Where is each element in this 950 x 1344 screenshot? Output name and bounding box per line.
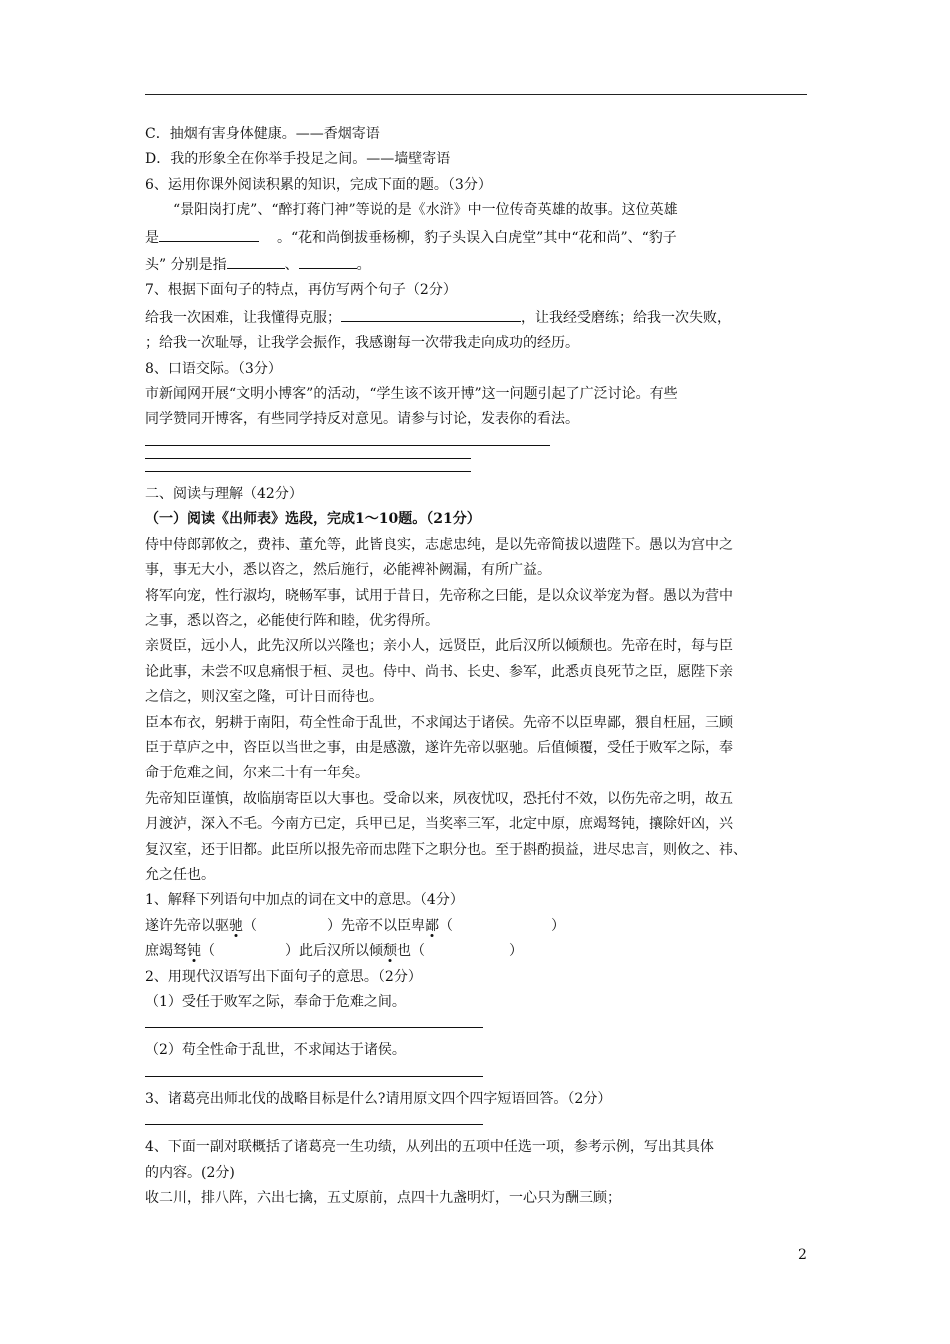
q7-title: 7、根据下面句子的特点，再仿写两个句子（2分） bbox=[145, 282, 457, 299]
passage-p2-line1: 将军向宠，性行淑均，晓畅军事，试用于昔日，先帝称之曰能，是以众议举宠为督。愚以为营中 bbox=[145, 587, 733, 604]
answer-paren[interactable]: （ ） bbox=[243, 917, 341, 934]
q7-text-line2: ；给我一次耻辱，让我学会振作，我感谢每一次带我走向成功的经历。 bbox=[145, 335, 579, 352]
passage-p5-line3: 复汉室，还于旧都。此臣所以报先帝而忠陛下之职分也。至于斟酌损益，进尽忠言，则攸之、祎、 bbox=[145, 841, 747, 858]
dotted-word: 颓 bbox=[383, 943, 397, 960]
sub-q1-title: 1、解释下列语句中加点的词在文中的意思。（4分） bbox=[145, 892, 464, 909]
q8-text-line2: 同学赞同开博客，有些同学持反对意见。请参与讨论，发表你的看法。 bbox=[145, 411, 579, 428]
sub-q1-row2 bbox=[145, 939, 815, 964]
q6-text-line1: “景阳岗打虎”、“醉打蒋门神”等说的是《水浒》中一位传奇英雄的故事。这位英雄 bbox=[173, 202, 678, 219]
answer-line[interactable] bbox=[145, 471, 471, 472]
passage-p5-line2: 月渡泸，深入不毛。今南方已定，兵甲已足，当奖率三军，北定中原，庶竭驽钝，攘除奸凶，兴 bbox=[145, 816, 733, 833]
q7-text-line1 bbox=[145, 304, 815, 331]
passage-p1-line2: 事，事无大小，悉以咨之，然后施行，必能裨补阙漏，有所广益。 bbox=[145, 562, 551, 579]
answer-paren[interactable]: 也（ ） bbox=[397, 943, 523, 960]
answer-line[interactable] bbox=[145, 1124, 483, 1125]
passage-p3-line2: 论此事，未尝不叹息痛恨于桓、灵也。侍中、尚书、长史、参军，此悉贞良死节之臣，愿陛下亲 bbox=[145, 663, 733, 680]
q6-text-line3 bbox=[145, 251, 815, 278]
q6-line3-sep: 、 bbox=[284, 257, 299, 274]
passage-p2-line2: 之事，悉以咨之，必能使行阵和睦，优劣得所。 bbox=[145, 612, 439, 629]
q6-line3-prefix: 头” 分别是指 bbox=[145, 257, 227, 274]
option-d: D．我的形象全在你举手投足之间。——墙壁寄语 bbox=[145, 151, 451, 168]
part-1-title: （一）阅读《出师表》选段，完成1～10题。（21分） bbox=[145, 511, 481, 528]
passage-p3-line3: 之信之，则汉室之隆，可计日而待也。 bbox=[145, 689, 383, 706]
option-c: C．抽烟有害身体健康。——香烟寄语 bbox=[145, 126, 380, 142]
q6-line2-suffix: 。“花和尚倒拔垂杨柳，豹子头误入白虎堂”其中“花和尚”、“豹子 bbox=[277, 229, 677, 246]
q7-blank[interactable] bbox=[341, 304, 521, 322]
section-2-title: 二、阅读与理解（42分） bbox=[145, 485, 303, 502]
passage-p4-line1: 臣本布衣，躬耕于南阳，苟全性命于乱世，不求闻达于诸侯。先帝不以臣卑鄙，猥自枉屈，三顾 bbox=[145, 714, 733, 731]
answer-line[interactable] bbox=[145, 445, 550, 446]
q6-title: 6、运用你课外阅读积累的知识，完成下面的题。（3分） bbox=[145, 176, 492, 193]
sub-q4-line3: 收二川，排八阵，六出七擒，五丈原前，点四十九盏明灯，一心只为酬三顾； bbox=[145, 1190, 621, 1207]
answer-line[interactable] bbox=[145, 1076, 483, 1077]
q7-line1-suffix: ，让我经受磨练；给我一次失败， bbox=[521, 309, 731, 326]
sub-q1-a-text: 遂许先帝以驱 bbox=[145, 917, 229, 934]
dotted-word: 驰 bbox=[229, 917, 243, 934]
dotted-word: 钝 bbox=[187, 943, 201, 960]
q8-text-line1: 市新闻网开展“文明小博客”的活动，“学生该不该开博”这一问题引起了广泛讨论。有些 bbox=[145, 386, 678, 403]
passage-p4-line2: 臣于草庐之中，咨臣以当世之事，由是感激，遂许先帝以驱驰。后值倾覆，受任于败军之际，奉 bbox=[145, 739, 733, 756]
q6-blank-1[interactable] bbox=[227, 251, 285, 269]
dotted-word: 鄙 bbox=[425, 917, 439, 934]
passage-p5-line1: 先帝知臣谨慎，故临崩寄臣以大事也。受命以来，夙夜忧叹，恐托付不效，以伤先帝之明，故五 bbox=[145, 790, 733, 807]
q6-blank-2[interactable] bbox=[299, 251, 357, 269]
sub-q4-line1: 4、下面一副对联概括了诸葛亮一生功绩，从列出的五项中任选一项，参考示例，写出其具体 bbox=[145, 1139, 714, 1156]
sub-q2-item1: （1）受任于败军之际，奉命于危难之间。 bbox=[145, 994, 406, 1010]
q6-text-line2 bbox=[145, 224, 815, 251]
sub-q2-b-text: 此后汉所以倾 bbox=[299, 943, 383, 960]
answer-paren[interactable]: （ ） bbox=[439, 917, 565, 934]
document-body bbox=[145, 122, 815, 1211]
q6-line3-end: 。 bbox=[356, 257, 371, 274]
answer-paren[interactable]: （ ） bbox=[201, 943, 299, 960]
q7-line1-prefix: 给我一次困难，让我懂得克服； bbox=[145, 309, 341, 326]
q6-line2-prefix: 是 bbox=[145, 229, 159, 246]
sub-q1-b-text: 先帝不以臣卑 bbox=[341, 917, 425, 934]
sub-q3-title: 3、诸葛亮出师北伐的战略目标是什么?请用原文四个四字短语回答。（2分） bbox=[145, 1090, 612, 1107]
q6-hero-blank[interactable] bbox=[159, 224, 259, 242]
sub-q4-line2: 的内容。(2分) bbox=[145, 1164, 235, 1181]
sub-q2-a-text: 庶竭驽 bbox=[145, 943, 187, 960]
header-rule bbox=[145, 94, 807, 95]
passage-p3-line1: 亲贤臣，远小人，此先汉所以兴隆也；亲小人，远贤臣，此后汉所以倾颓也。先帝在时，每与臣 bbox=[145, 638, 733, 655]
sub-q2-title: 2、用现代汉语写出下面句子的意思。（2分） bbox=[145, 968, 422, 985]
answer-line[interactable] bbox=[145, 1027, 483, 1028]
passage-p1-line1: 侍中侍郎郭攸之，费祎、董允等，此皆良实，志虑忠纯，是以先帝简拔以遗陛下。愚以为宫中之 bbox=[145, 536, 733, 553]
passage-p5-line4: 允之任也。 bbox=[145, 866, 215, 883]
q8-title: 8、口语交际。（3分） bbox=[145, 360, 282, 377]
page-number: 2 bbox=[798, 1247, 807, 1263]
passage-p4-line3: 命于危难之间，尔来二十有一年矣。 bbox=[145, 765, 369, 782]
answer-line[interactable] bbox=[145, 458, 471, 459]
sub-q1-row1 bbox=[145, 914, 815, 939]
sub-q2-item2: （2）苟全性命于乱世，不求闻达于诸侯。 bbox=[145, 1042, 406, 1059]
